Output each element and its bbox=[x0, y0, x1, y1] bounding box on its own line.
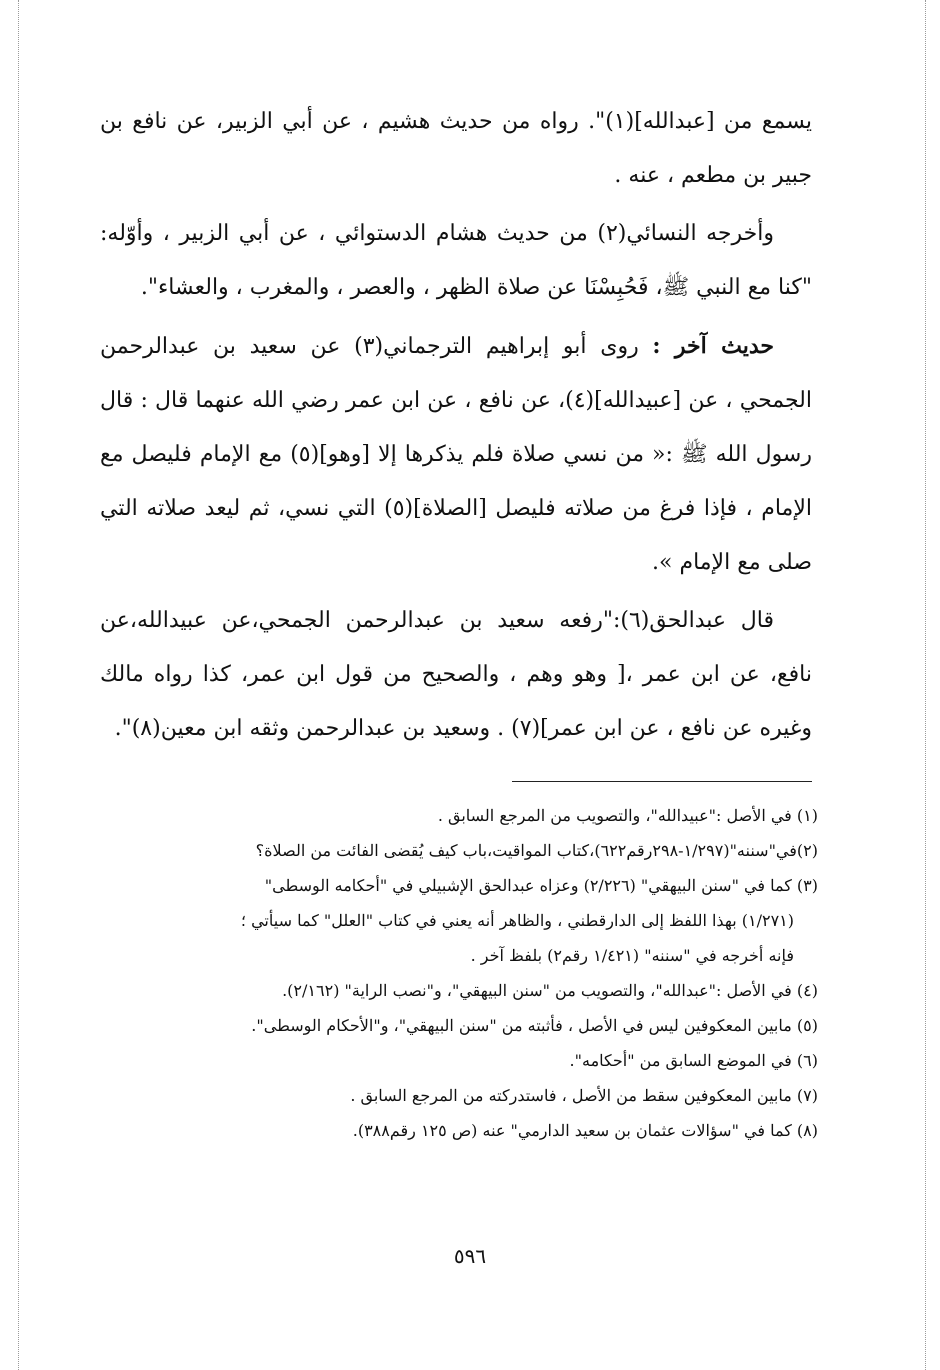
p4-line-3: وغيره عن نافع ، عن ابن عمر](٧) . وسعيد بن عبدالرحمن وثقه ابن معين(٨)". bbox=[114, 716, 812, 741]
scan-edge-dots-right bbox=[925, 0, 926, 1370]
paragraph-2 bbox=[100, 207, 812, 315]
footnote-4: (٤) في الأصل :"عبدالله"، والتصويب من "سنن البيهقي"، و"نصب الراية" (٢/١٦٢). bbox=[282, 981, 818, 1000]
paragraph-3 bbox=[100, 319, 812, 590]
page-number: ٥٩٦ bbox=[453, 1244, 487, 1268]
paragraph-4 bbox=[100, 594, 812, 756]
footnote-6: (٦) في الموضع السابق من "أحكامه". bbox=[569, 1051, 818, 1070]
p3-line-4: فليصل مع الإمام ، فإذا فرغ من صلاته فليصل [الصلاة](٥) التي نسي، ثم ليعد bbox=[100, 442, 812, 521]
footnote-1: (١) في الأصل :"عبيدالله"، والتصويب من المرجع السابق . bbox=[437, 806, 818, 825]
p1-line-1: يسمع من [عبدالله](١)". رواه من حديث هشيم ، عن أبي الزبير، عن نافع بن bbox=[100, 109, 812, 134]
footnote-2: (٢)في"سننه"(١/٢٩٧-٢٩٨رقم٦٢٢)،كتاب المواقيت،باب كيف يُقضى الفائت من الصلاة؟ bbox=[255, 841, 818, 860]
footnote-8: (٨) كما في "سؤالات عثمان بن سعيد الدارمي" عنه (ص ١٢٥ رقم٣٨٨). bbox=[352, 1121, 818, 1140]
footnote-3-line-3: فإنه أخرجه في "سننه" (١/٤٢١ رقم٢) بلفظ آخر . bbox=[470, 946, 794, 965]
p4-line-1: قال عبدالحق(٦):"رفعه سعيد بن عبدالرحمن الجمحي،عن عبيدالله،عن نافع، bbox=[100, 608, 813, 687]
p1-line-2: جبير بن مطعم ، عنه . bbox=[614, 163, 812, 188]
footnote-3-line-1: (٣) كما في "سنن البيهقي" (٢/٢٢٦) وعزاه عبدالحق الإشبيلي في "أحكامه الوسطى" bbox=[264, 876, 818, 895]
p3-line-5: صلاته التي صلى مع الإمام ». bbox=[100, 496, 812, 575]
main-text bbox=[100, 95, 812, 760]
footnote-3-line-2: (١/٢٧١) بهذا اللفظ إلى الدارقطني ، والظاهر أنه يعني في كتاب "العلل" كما سيأتي ؛ bbox=[240, 911, 794, 930]
p3-line-1: روى أبو إبراهيم الترجماني(٣) عن سعيد بن عبدالرحمن bbox=[100, 334, 639, 359]
footnote-7: (٧) مابين المعكوفين سقط من الأصل ، فاستدركته من المرجع السابق . bbox=[350, 1086, 818, 1105]
p3-heading: حديث آخر : bbox=[652, 333, 774, 359]
footnote-divider bbox=[512, 781, 812, 782]
p4-line-2: عن ابن عمر ،[ وهو وهم ، والصحيح من قول ابن عمر، كذا رواه مالك bbox=[100, 662, 760, 687]
p2-line-1: وأخرجه النسائي(٢) من حديث هشام الدستوائي ، عن أبي الزبير ، وأوّله: bbox=[100, 221, 774, 246]
paragraph-1 bbox=[100, 95, 812, 203]
p3-line-2: الجمحي ، عن [عبيدالله](٤)، عن نافع ، عن ابن عمر رضي الله عنهما قال : bbox=[140, 388, 813, 413]
footnotes bbox=[100, 798, 818, 1148]
footnote-5: (٥) مابين المعكوفين ليس في الأصل ، فأثبته من "سنن البيهقي"، و"الأحكام الوسطى". bbox=[251, 1016, 818, 1035]
scan-edge-dots-left bbox=[18, 0, 19, 1370]
p3-line-3: قال رسول الله ﷺ :« من نسي صلاة فلم يذكرها إلا [وهو](٥) مع الإمام bbox=[100, 388, 812, 467]
p2-line-2: "كنا مع النبي ﷺ، فَحُبِسْنَا عن صلاة الظهر ، والعصر ، والمغرب ، والعشاء". bbox=[140, 275, 812, 300]
